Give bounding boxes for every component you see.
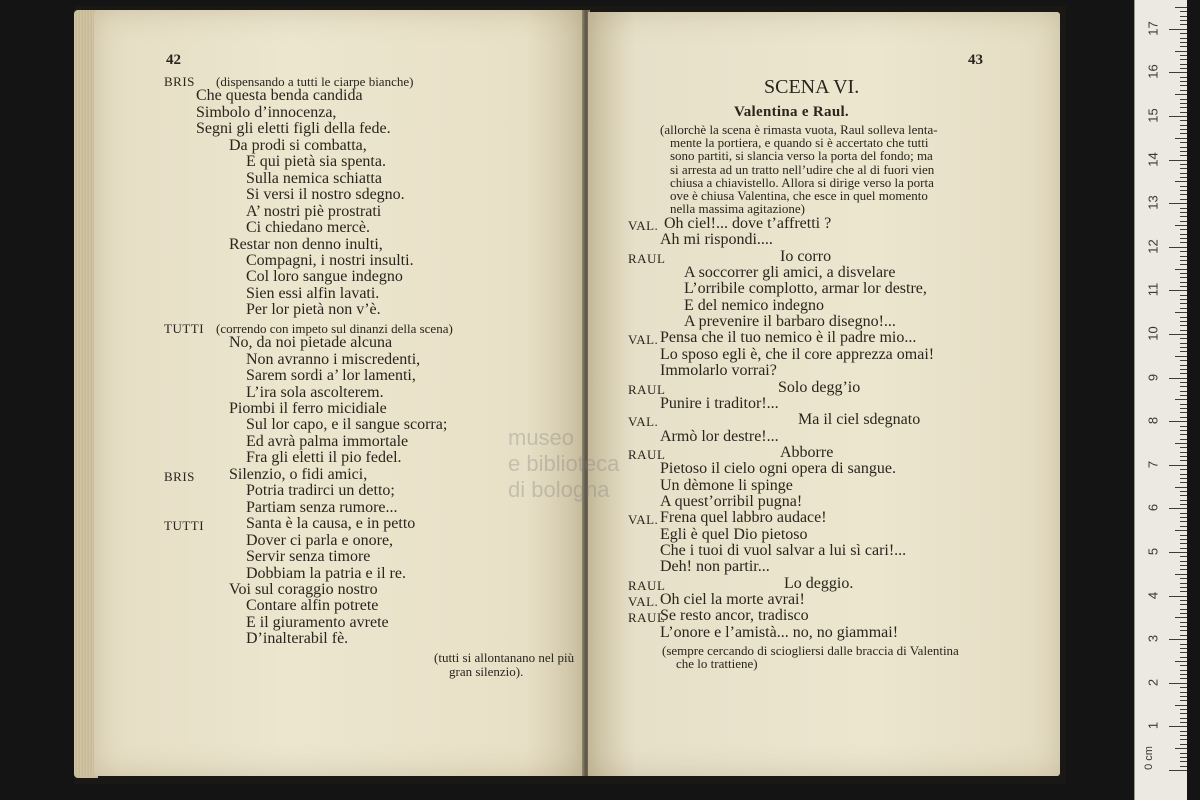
ruler-tick xyxy=(1180,583,1187,584)
ruler-tick xyxy=(1180,229,1187,230)
ruler-tick xyxy=(1180,613,1187,614)
ruler-tick xyxy=(1169,29,1187,30)
ruler-tick xyxy=(1180,164,1187,165)
ruler-tick xyxy=(1180,474,1187,475)
ruler-tick xyxy=(1180,604,1187,605)
ruler-tick xyxy=(1180,317,1187,318)
verse-line: Compagni, i nostri insulti. xyxy=(246,251,414,269)
ruler-tick xyxy=(1180,238,1187,239)
ruler-tick xyxy=(1180,456,1187,457)
ruler-tick xyxy=(1180,286,1187,287)
ruler-tick xyxy=(1169,639,1187,640)
ruler-number: 14 xyxy=(1145,151,1161,167)
ruler-tick xyxy=(1180,556,1187,557)
ruler-tick xyxy=(1180,20,1187,21)
ruler-tick xyxy=(1180,120,1187,121)
ruler-tick xyxy=(1180,417,1187,418)
ruler-tick xyxy=(1180,260,1187,261)
ruler-tick xyxy=(1180,739,1187,740)
verse-line: Punire i traditor!... xyxy=(660,394,779,412)
ruler-tick xyxy=(1180,609,1187,610)
ruler-tick xyxy=(1175,617,1187,618)
ruler-tick xyxy=(1180,46,1187,47)
ruler-tick xyxy=(1180,434,1187,435)
ruler-tick xyxy=(1180,338,1187,339)
ruler-tick xyxy=(1180,103,1187,104)
speaker-label: RAUL xyxy=(628,381,666,397)
ruler-tick xyxy=(1180,177,1187,178)
ruler-tick xyxy=(1175,225,1187,226)
ruler-tick xyxy=(1169,247,1187,248)
ruler-tick xyxy=(1180,382,1187,383)
verse-line: Pensa che il tuo nemico è il padre mio... xyxy=(660,329,917,347)
page-number: 42 xyxy=(166,52,181,68)
ruler-tick xyxy=(1180,273,1187,274)
stage-direction-line: chiusa a chiavistello. Allora si dirige verso la porta xyxy=(670,174,934,190)
ruler-tick xyxy=(1180,513,1187,514)
speaker-label: VAL. xyxy=(628,512,659,528)
verse-line: Fra gli eletti il pio fedel. xyxy=(246,449,402,467)
ruler-number: 2 xyxy=(1145,678,1161,686)
ruler-tick xyxy=(1180,11,1187,12)
ruler-tick xyxy=(1180,757,1187,758)
ruler-tick xyxy=(1175,181,1187,182)
ruler-tick xyxy=(1180,142,1187,143)
ruler-tick xyxy=(1180,369,1187,370)
ruler-tick xyxy=(1180,77,1187,78)
ruler-tick xyxy=(1180,55,1187,56)
speaker-label: RAUL xyxy=(628,446,666,462)
stage-direction: gran silenzio). xyxy=(449,663,524,679)
verse-line: Contare alfin potrete xyxy=(246,597,379,615)
ruler-tick xyxy=(1180,700,1187,701)
left-page xyxy=(94,10,584,776)
ruler-tick xyxy=(1180,112,1187,113)
measurement-ruler xyxy=(1134,0,1187,800)
ruler-tick xyxy=(1180,447,1187,448)
ruler-tick xyxy=(1180,670,1187,671)
stage-direction-line: nella massima agitazione) xyxy=(670,201,806,217)
verse-line: Si versi il nostro sdegno. xyxy=(246,186,405,204)
verse-line: Lo sposo egli è, che il core apprezza omai! xyxy=(660,345,935,363)
ruler-tick xyxy=(1180,16,1187,17)
ruler-tick xyxy=(1180,526,1187,527)
speaker-label: VAL. xyxy=(628,332,659,348)
ruler-tick xyxy=(1180,147,1187,148)
ruler-tick xyxy=(1180,539,1187,540)
verse-line: Un dèmone li spinge xyxy=(660,476,793,494)
verse-line: Pietoso il cielo ogni opera di sangue. xyxy=(660,460,896,478)
verse-line: Ma il ciel sdegnato xyxy=(798,411,921,429)
verse-line: Ci chiedano mercè. xyxy=(246,219,370,237)
ruler-tick xyxy=(1180,665,1187,666)
ruler-number: 3 xyxy=(1145,635,1161,643)
verse-line: Dover ci parla e onore, xyxy=(246,531,394,549)
ruler-tick xyxy=(1180,404,1187,405)
verse-line: Santa è la causa, e in petto xyxy=(246,515,416,533)
ruler-tick xyxy=(1175,574,1187,575)
verse-line: D’inalterabil fè. xyxy=(246,630,349,648)
ruler-tick xyxy=(1180,452,1187,453)
ruler-tick xyxy=(1180,277,1187,278)
verse-line: Egli è quel Dio pietoso xyxy=(660,525,808,543)
scene-characters: Valentina e Raul. xyxy=(734,104,849,120)
ruler-tick xyxy=(1180,648,1187,649)
verse-line: Dobbiam la patria e il re. xyxy=(246,564,406,582)
verse-line: Ah mi rispondi.... xyxy=(660,231,773,249)
verse-line: Se resto ancor, tradisco xyxy=(660,607,809,625)
verse-line: Sul lor capo, e il sangue scorra; xyxy=(246,416,448,434)
stage-direction-line: si arresta ad un tratto nell’udire che al di fuori vien xyxy=(670,161,935,177)
ruler-tick xyxy=(1180,657,1187,658)
verse-line: Che questa benda candida xyxy=(196,87,363,105)
ruler-tick xyxy=(1175,51,1187,52)
verse-line: E qui pietà sia spenta. xyxy=(246,153,386,171)
verse-line: Da prodi si combatta, xyxy=(229,136,367,154)
ruler-tick xyxy=(1175,705,1187,706)
verse-line: Restar non denno inulti, xyxy=(229,235,383,253)
watermark-line: e biblioteca xyxy=(508,451,620,476)
ruler-number: 7 xyxy=(1145,460,1161,468)
verse-line: Per lor pietà non v’è. xyxy=(246,301,381,319)
ruler-tick xyxy=(1180,129,1187,130)
ruler-tick xyxy=(1180,33,1187,34)
ruler-tick xyxy=(1180,626,1187,627)
verse-line: Sulla nemica schiatta xyxy=(246,169,382,187)
ruler-tick xyxy=(1180,343,1187,344)
verse-line: Immolarlo vorrai? xyxy=(660,362,777,380)
verse-line: Simbolo d’innocenza, xyxy=(196,103,337,121)
ruler-number: 1 xyxy=(1145,722,1161,730)
ruler-tick xyxy=(1180,687,1187,688)
verse-line: Oh ciel la morte avrai! xyxy=(660,591,805,609)
ruler-tick xyxy=(1180,133,1187,134)
ruler-tick xyxy=(1180,548,1187,549)
verse-line: E il giuramento avrete xyxy=(246,613,389,631)
ruler-tick xyxy=(1180,630,1187,631)
verse-line: Che i tuoi di vuol salvar a lui sì cari!... xyxy=(660,542,907,559)
speaker-label: VAL. xyxy=(628,594,659,610)
ruler-tick xyxy=(1180,491,1187,492)
ruler-tick xyxy=(1180,173,1187,174)
ruler-tick xyxy=(1180,753,1187,754)
ruler-number: 9 xyxy=(1145,373,1161,381)
ruler-tick xyxy=(1180,731,1187,732)
stage-direction: che lo trattiene) xyxy=(676,655,758,671)
ruler-tick xyxy=(1180,347,1187,348)
library-watermark xyxy=(508,425,619,503)
ruler-tick xyxy=(1180,412,1187,413)
watermark-line: museo xyxy=(508,425,575,450)
speaker-label: TUTTI xyxy=(164,518,205,534)
ruler-tick xyxy=(1169,378,1187,379)
ruler-tick xyxy=(1180,256,1187,257)
ruler-tick xyxy=(1180,64,1187,65)
ruler-tick xyxy=(1180,308,1187,309)
verse-line: L’onore e l’amistà... no, no giammai! xyxy=(660,623,899,641)
ruler-tick xyxy=(1180,42,1187,43)
ruler-tick xyxy=(1180,735,1187,736)
ruler-tick xyxy=(1175,138,1187,139)
ruler-tick xyxy=(1180,151,1187,152)
ruler-tick xyxy=(1180,469,1187,470)
verse-line: Potria tradirci un detto; xyxy=(246,482,395,500)
verse-line: Io corro xyxy=(780,247,832,265)
ruler-number: 16 xyxy=(1145,64,1161,80)
ruler-number: 17 xyxy=(1145,21,1161,36)
ruler-number: 12 xyxy=(1145,239,1161,254)
ruler-tick xyxy=(1180,718,1187,719)
ruler-tick xyxy=(1180,325,1187,326)
ruler-tick xyxy=(1180,107,1187,108)
ruler-tick xyxy=(1175,269,1187,270)
verse-line: Servir senza timore xyxy=(246,548,371,566)
ruler-tick xyxy=(1180,234,1187,235)
ruler-tick xyxy=(1180,430,1187,431)
ruler-tick xyxy=(1175,530,1187,531)
stage-direction-line: sono partiti, si slancia verso la porta del fondo; ma xyxy=(670,148,933,164)
right-page xyxy=(588,12,1060,776)
ruler-tick xyxy=(1169,160,1187,161)
ruler-tick xyxy=(1180,251,1187,252)
ruler-tick xyxy=(1180,635,1187,636)
ruler-tick xyxy=(1180,709,1187,710)
ruler-tick xyxy=(1180,186,1187,187)
ruler-tick xyxy=(1180,696,1187,697)
ruler-tick xyxy=(1180,321,1187,322)
verse-line: A’ nostri piè prostrati xyxy=(246,202,382,220)
ruler-tick xyxy=(1175,661,1187,662)
verse-line: Piombi il ferro micidiale xyxy=(229,400,387,417)
ruler-tick xyxy=(1180,125,1187,126)
ruler-tick xyxy=(1180,351,1187,352)
ruler-tick xyxy=(1180,761,1187,762)
ruler-tick xyxy=(1180,439,1187,440)
ruler-tick xyxy=(1169,508,1187,509)
ruler-tick xyxy=(1180,561,1187,562)
ruler-number: 5 xyxy=(1145,547,1161,556)
ruler-tick xyxy=(1180,408,1187,409)
ruler-tick xyxy=(1180,600,1187,601)
ruler-tick xyxy=(1180,543,1187,544)
ruler-tick xyxy=(1175,356,1187,357)
verse-line: A soccorrer gli amici, a disvelare xyxy=(684,264,896,282)
ruler-tick xyxy=(1180,565,1187,566)
ruler-tick xyxy=(1180,38,1187,39)
ruler-tick xyxy=(1180,500,1187,501)
ruler-tick xyxy=(1180,99,1187,100)
ruler-unit-label: 0 cm xyxy=(1142,746,1155,770)
verse-line: Segni gli eletti figli della fede. xyxy=(196,120,391,138)
ruler-tick xyxy=(1180,426,1187,427)
ruler-tick xyxy=(1180,766,1187,767)
ruler-tick xyxy=(1169,421,1187,422)
watermark-line: di bologna xyxy=(508,477,610,502)
verse-line: L’orribile complotto, armar lor destre, xyxy=(684,280,927,298)
verse-line: No, da noi pietade alcuna xyxy=(229,334,393,352)
stage-direction-line: mente la portiera, e quando si è accertato che tutti xyxy=(670,135,929,151)
ruler-tick xyxy=(1180,221,1187,222)
ruler-tick xyxy=(1180,652,1187,653)
ruler-number: 15 xyxy=(1145,108,1161,123)
verse-line: Silenzio, o fidi amici, xyxy=(229,465,368,483)
ruler-tick xyxy=(1180,81,1187,82)
speaker-label: TUTTI xyxy=(164,320,205,336)
ruler-tick xyxy=(1180,295,1187,296)
ruler-tick xyxy=(1169,72,1187,73)
ruler-tick xyxy=(1180,85,1187,86)
ruler-tick xyxy=(1175,443,1187,444)
verse-line: Sarem sordi a’ lor lamenti, xyxy=(246,367,416,385)
ruler-tick xyxy=(1180,460,1187,461)
verse-line: Frena quel labbro audace! xyxy=(660,509,827,527)
ruler-tick xyxy=(1180,360,1187,361)
ruler-tick xyxy=(1180,535,1187,536)
ruler-tick xyxy=(1180,744,1187,745)
ruler-tick xyxy=(1180,264,1187,265)
ruler-number: 4 xyxy=(1145,591,1161,599)
ruler-tick xyxy=(1180,155,1187,156)
ruler-tick xyxy=(1175,748,1187,749)
ruler-tick xyxy=(1175,312,1187,313)
ruler-tick xyxy=(1180,587,1187,588)
verse-line: Abborre xyxy=(780,443,834,461)
ruler-number: 10 xyxy=(1145,326,1161,341)
ruler-tick xyxy=(1180,303,1187,304)
ruler-tick xyxy=(1180,722,1187,723)
ruler-tick xyxy=(1175,399,1187,400)
ruler-tick xyxy=(1180,482,1187,483)
ruler-tick xyxy=(1180,168,1187,169)
verse-line: E del nemico indegno xyxy=(684,296,824,314)
ruler-tick xyxy=(1180,395,1187,396)
ruler-tick xyxy=(1169,770,1187,771)
ruler-tick xyxy=(1180,622,1187,623)
ruler-tick xyxy=(1169,726,1187,727)
speaker-label: RAUL xyxy=(628,577,666,593)
stage-direction: (sempre cercando di sciogliersi dalle braccia di Valentina xyxy=(662,642,959,658)
stage-direction: (tutti si allontanano nel più xyxy=(434,649,575,665)
ruler-tick xyxy=(1180,216,1187,217)
ruler-tick xyxy=(1169,290,1187,291)
ruler-tick xyxy=(1180,24,1187,25)
verse-line: Solo degg’io xyxy=(778,378,861,396)
stage-direction-line: (allorchè la scena è rimasta vuota, Raul solleva lenta- xyxy=(660,122,938,137)
stage-direction: (dispensando a tutti le ciarpe bianche) xyxy=(216,74,414,89)
page-number: 43 xyxy=(968,52,983,68)
ruler-tick xyxy=(1180,330,1187,331)
ruler-number: 13 xyxy=(1145,195,1161,210)
ruler-number: 6 xyxy=(1145,504,1161,512)
verse-line: Armò lor destre!... xyxy=(660,427,779,445)
ruler-tick xyxy=(1180,68,1187,69)
ruler-tick xyxy=(1169,116,1187,117)
ruler-tick xyxy=(1180,199,1187,200)
ruler-tick xyxy=(1180,194,1187,195)
ruler-tick xyxy=(1175,487,1187,488)
ruler-tick xyxy=(1180,644,1187,645)
ruler-tick xyxy=(1180,692,1187,693)
stage-direction: (correndo con impeto sul dinanzi della scena) xyxy=(216,320,453,336)
ruler-tick xyxy=(1180,190,1187,191)
verse-line: Deh! non partir... xyxy=(660,558,770,576)
ruler-tick xyxy=(1180,373,1187,374)
ruler-tick xyxy=(1169,683,1187,684)
ruler-tick xyxy=(1180,495,1187,496)
speaker-label: VAL. xyxy=(628,218,659,233)
speaker-label: BRIS xyxy=(164,74,195,89)
ruler-tick xyxy=(1180,521,1187,522)
ruler-tick xyxy=(1180,365,1187,366)
ruler-tick xyxy=(1180,517,1187,518)
verse-line: A prevenire il barbaro disegno!... xyxy=(684,313,896,331)
ruler-tick xyxy=(1180,591,1187,592)
ruler-tick xyxy=(1169,552,1187,553)
ruler-number: 11 xyxy=(1145,283,1161,297)
ruler-tick xyxy=(1180,299,1187,300)
ruler-tick xyxy=(1180,674,1187,675)
verse-line: Voi sul coraggio nostro xyxy=(229,580,378,598)
verse-line: Lo deggio. xyxy=(784,574,854,592)
verse-line: Partiam senza rumore... xyxy=(246,498,398,516)
verse-line: L’ira sola ascolterem. xyxy=(246,383,384,401)
ruler-number: 8 xyxy=(1145,417,1161,425)
ruler-tick xyxy=(1180,386,1187,387)
speaker-label: RAUL xyxy=(628,610,666,626)
ruler-tick xyxy=(1180,212,1187,213)
ruler-tick xyxy=(1180,678,1187,679)
ruler-tick xyxy=(1180,242,1187,243)
ruler-tick xyxy=(1169,203,1187,204)
ruler-tick xyxy=(1175,94,1187,95)
ruler-tick xyxy=(1175,7,1187,8)
ruler-tick xyxy=(1180,504,1187,505)
verse-line: Non avranno i miscredenti, xyxy=(246,350,421,368)
ruler-tick xyxy=(1180,391,1187,392)
verse-line: Sien essi alfin lavati. xyxy=(246,284,380,302)
scene-title: SCENA VI. xyxy=(764,76,860,98)
speaker-label: VAL. xyxy=(628,414,659,430)
ruler-tick xyxy=(1180,478,1187,479)
ruler-tick xyxy=(1180,282,1187,283)
verse-line: Oh ciel!... dove t’affretti ? xyxy=(664,215,832,232)
verse-line: Ed avrà palma immortale xyxy=(246,432,409,450)
stage-direction-line: ove è chiusa Valentina, che esce in quel momento xyxy=(670,188,928,203)
speaker-label: RAUL xyxy=(628,250,666,266)
ruler-tick xyxy=(1169,596,1187,597)
ruler-tick xyxy=(1180,90,1187,91)
speaker-label: BRIS xyxy=(164,468,195,484)
ruler-tick xyxy=(1169,334,1187,335)
ruler-tick xyxy=(1180,208,1187,209)
ruler-tick xyxy=(1169,465,1187,466)
verse-line: A quest’orribil pugna! xyxy=(660,492,803,510)
verse-line: Col loro sangue indegno xyxy=(246,268,403,286)
ruler-tick xyxy=(1180,59,1187,60)
ruler-tick xyxy=(1180,578,1187,579)
ruler-tick xyxy=(1180,569,1187,570)
ruler-tick xyxy=(1180,713,1187,714)
